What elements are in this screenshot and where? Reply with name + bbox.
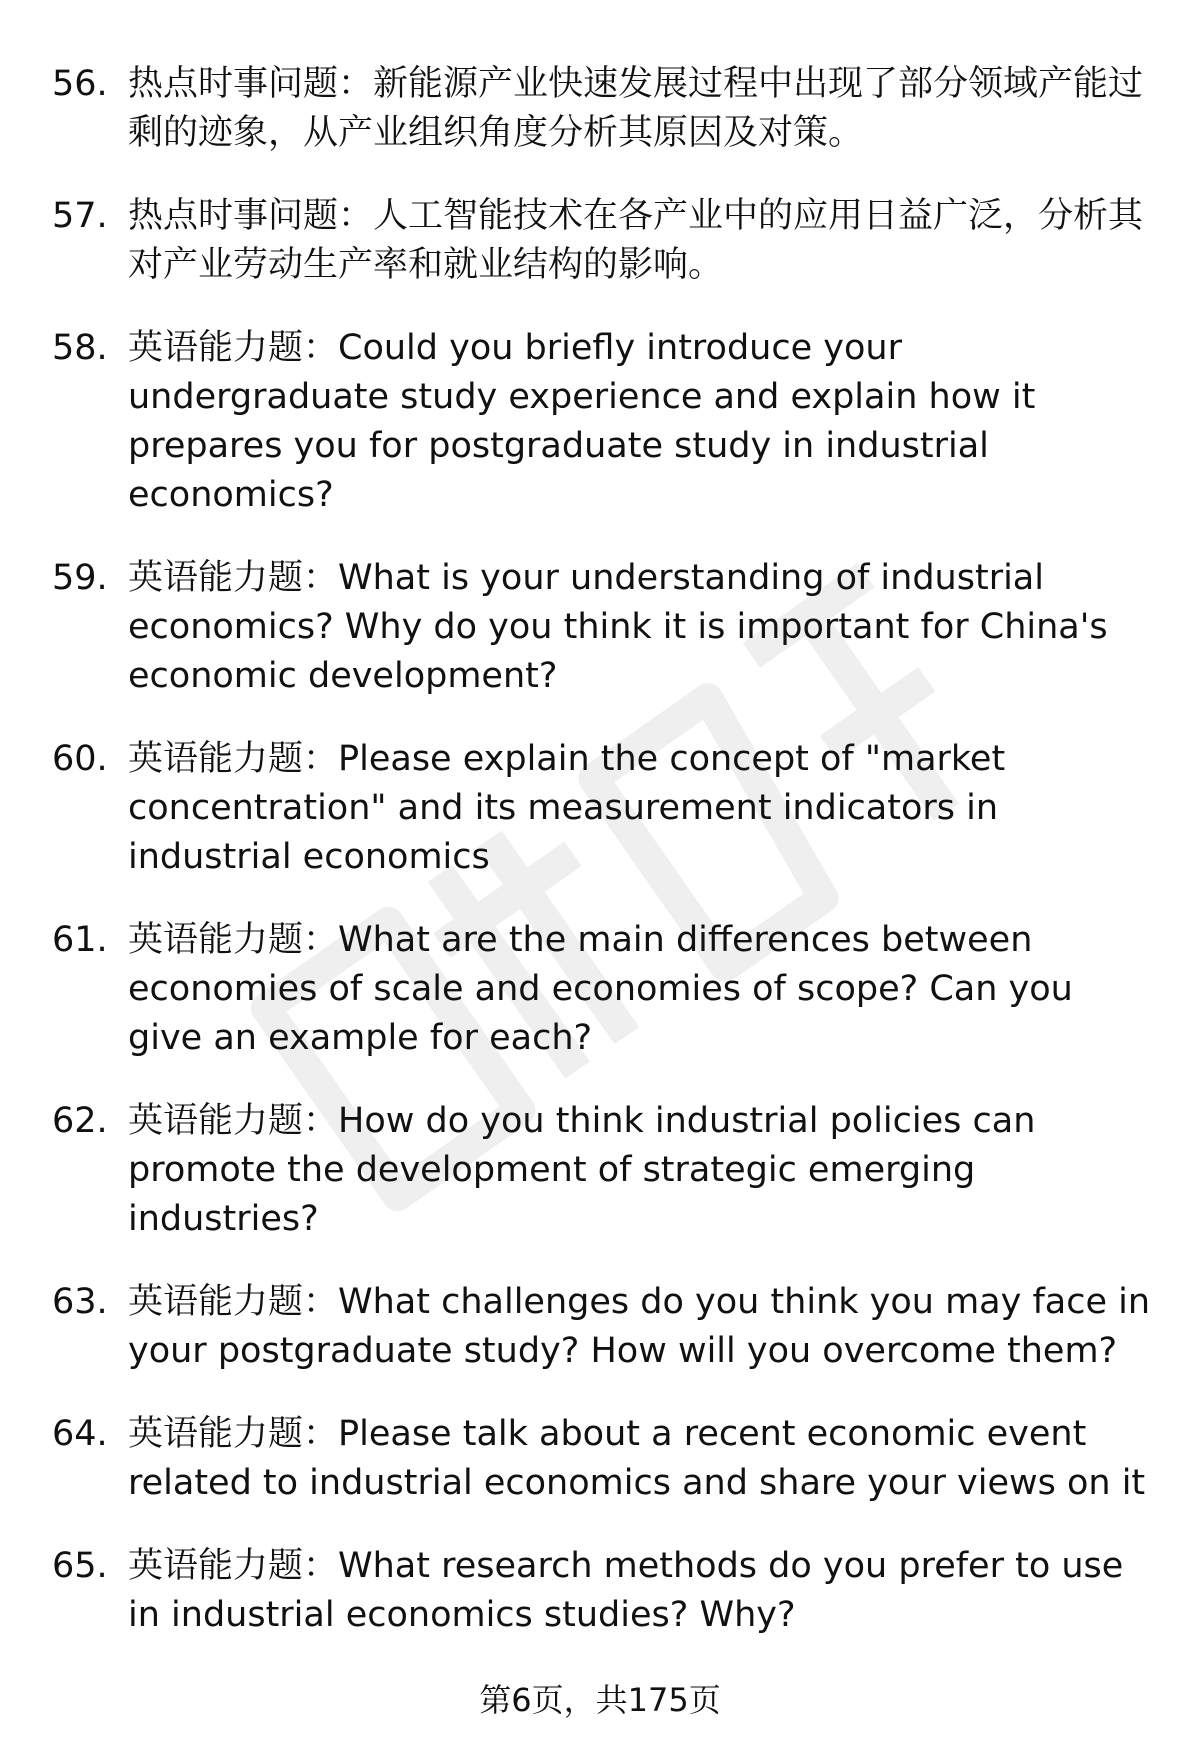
question-category: 热点时事问题： [128, 196, 374, 236]
question-number: 58. [52, 328, 108, 368]
question-number: 65. [52, 1546, 108, 1586]
question-number: 62. [52, 1101, 108, 1141]
question-item [52, 554, 1152, 701]
question-category: 英语能力题： [128, 1282, 339, 1322]
question-item [52, 1542, 1152, 1640]
question-number: 64. [52, 1414, 108, 1454]
question-text: 新能源产业快速发展过程中出现了部分领域产能过剩的迹象，从产业组织角度分析其原因及对策。 [128, 64, 1144, 153]
question-category: 英语能力题： [128, 1414, 339, 1454]
question-number: 61. [52, 920, 108, 960]
question-category: 英语能力题： [128, 739, 339, 779]
question-number: 59. [52, 558, 108, 598]
question-item [52, 1278, 1152, 1376]
page-number-label: 第6页，共175页 [479, 1681, 721, 1719]
question-number: 63. [52, 1282, 108, 1322]
question-number: 56. [52, 64, 108, 104]
question-item [52, 192, 1152, 290]
question-text: What research methods do you prefer to use in industrial economics studies? Why? [128, 1546, 1124, 1635]
question-text: Please talk about a recent economic event related to industrial economics and share your views on it [128, 1414, 1146, 1503]
question-item [52, 1410, 1152, 1508]
question-category: 热点时事问题： [128, 64, 374, 104]
question-text: What are the main differences between economies of scale and economies of scope? Can you give an example for each? [128, 920, 1073, 1058]
question-number: 57. [52, 196, 108, 236]
question-category: 英语能力题： [128, 1546, 339, 1586]
question-text: 人工智能技术在各产业中的应用日益广泛，分析其对产业劳动生产率和就业结构的影响。 [128, 196, 1144, 285]
question-category: 英语能力题： [128, 558, 339, 598]
question-item [52, 735, 1152, 882]
question-text: What challenges do you think you may face in your postgraduate study? How will you overcome them? [128, 1282, 1151, 1371]
question-item [52, 324, 1152, 520]
question-category: 英语能力题： [128, 920, 339, 960]
question-number: 60. [52, 739, 108, 779]
question-category: 英语能力题： [128, 328, 339, 368]
question-item [52, 60, 1152, 158]
question-item [52, 916, 1152, 1063]
question-text: How do you think industrial policies can promote the development of strategic emerging industries? [128, 1101, 1036, 1239]
question-category: 英语能力题： [128, 1101, 339, 1141]
question-text: Could you briefly introduce your undergraduate study experience and explain how it prepares you for postgraduate study in industrial economics? [128, 328, 1036, 515]
page-footer [0, 1680, 1200, 1720]
question-text: What is your understanding of industrial economics? Why do you think it is important for China's economic development? [128, 558, 1108, 696]
question-item [52, 1097, 1152, 1244]
question-text: Please explain the concept of "market concentration" and its measurement indicators in industrial economics [128, 739, 1006, 877]
question-list [52, 60, 1152, 1674]
